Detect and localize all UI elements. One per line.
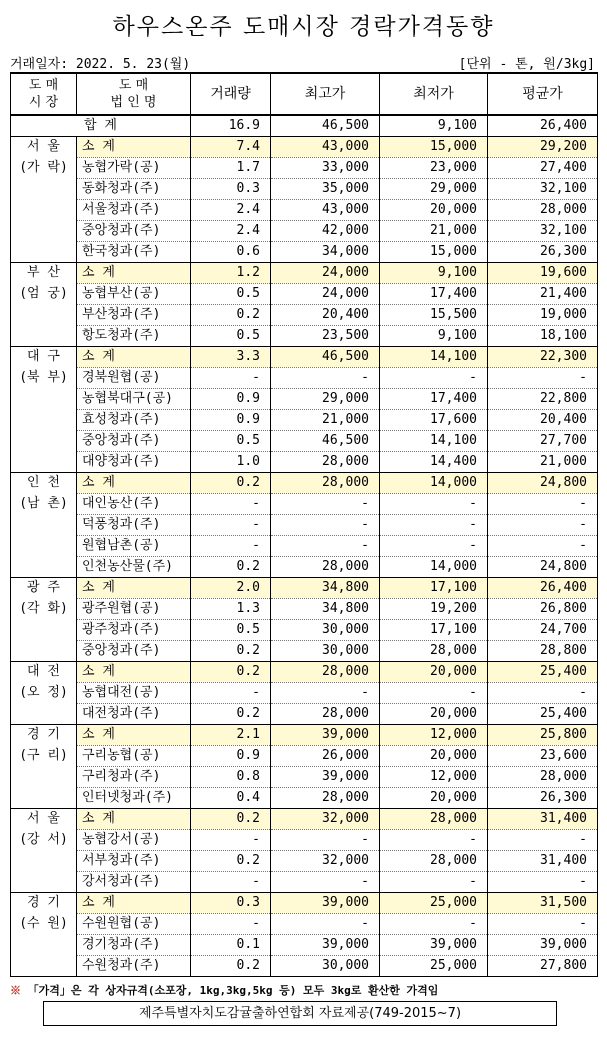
market-name-line: (남 촌) bbox=[19, 496, 68, 511]
high-price-cell: - bbox=[271, 914, 380, 935]
high-price-cell: 39,000 bbox=[271, 893, 380, 914]
table-row bbox=[11, 494, 598, 515]
low-price-cell: 14,100 bbox=[380, 347, 488, 368]
table-row bbox=[11, 683, 598, 704]
market-name-line: (수 원) bbox=[19, 916, 68, 931]
volume-cell: 3.3 bbox=[191, 347, 271, 368]
corp-name-cell: 중앙청과(주) bbox=[77, 641, 191, 662]
volume-cell: 1.7 bbox=[191, 158, 271, 179]
volume-cell: 0.2 bbox=[191, 473, 271, 494]
low-price-cell: 14,000 bbox=[380, 473, 488, 494]
low-price-cell: 15,000 bbox=[380, 137, 488, 158]
avg-price-cell: 28,000 bbox=[488, 767, 598, 788]
volume-cell: 2.4 bbox=[191, 200, 271, 221]
header-corp bbox=[77, 73, 191, 115]
header-avg: 평균가 bbox=[488, 73, 598, 115]
high-price-cell: - bbox=[271, 830, 380, 851]
volume-cell: 0.9 bbox=[191, 746, 271, 767]
header-volume: 거래량 bbox=[191, 73, 271, 115]
table-row bbox=[11, 557, 598, 578]
avg-price-cell: 24,800 bbox=[488, 473, 598, 494]
low-price-cell: 17,100 bbox=[380, 578, 488, 599]
market-name-line: (구 리) bbox=[19, 748, 68, 763]
subtotal-row bbox=[11, 347, 598, 368]
market-name-line: (북 부) bbox=[19, 370, 68, 385]
high-price-cell: 34,800 bbox=[271, 578, 380, 599]
high-price-cell: 39,000 bbox=[271, 935, 380, 956]
table-row bbox=[11, 158, 598, 179]
high-price-cell: 46,500 bbox=[271, 431, 380, 452]
high-price-cell: 42,000 bbox=[271, 221, 380, 242]
corp-name-cell: 소 계 bbox=[77, 263, 191, 284]
low-price-cell: 25,000 bbox=[380, 956, 488, 977]
corp-name-cell: 수원청과(주) bbox=[77, 956, 191, 977]
low-price-cell: 20,000 bbox=[380, 704, 488, 725]
total-avg: 26,400 bbox=[488, 115, 598, 137]
low-price-cell: 29,000 bbox=[380, 179, 488, 200]
corp-name-cell: 원협남촌(공) bbox=[77, 536, 191, 557]
high-price-cell: 23,500 bbox=[271, 326, 380, 347]
corp-name-cell: 소 계 bbox=[77, 809, 191, 830]
avg-price-cell: 32,100 bbox=[488, 179, 598, 200]
table-row bbox=[11, 914, 598, 935]
corp-name-cell: 소 계 bbox=[77, 662, 191, 683]
header-high: 최고가 bbox=[271, 73, 380, 115]
high-price-cell: 39,000 bbox=[271, 767, 380, 788]
corp-name-cell: 중앙청과(주) bbox=[77, 221, 191, 242]
avg-price-cell: 25,800 bbox=[488, 725, 598, 746]
high-price-cell: 34,800 bbox=[271, 599, 380, 620]
avg-price-cell: - bbox=[488, 368, 598, 389]
avg-price-cell: 25,400 bbox=[488, 704, 598, 725]
table-row bbox=[11, 599, 598, 620]
avg-price-cell: 27,400 bbox=[488, 158, 598, 179]
volume-cell: 2.1 bbox=[191, 725, 271, 746]
market-name-line: 서 울 bbox=[27, 811, 60, 826]
avg-price-cell: 28,800 bbox=[488, 641, 598, 662]
market-name-line: 서 울 bbox=[27, 139, 60, 154]
table-row bbox=[11, 704, 598, 725]
high-price-cell: 33,000 bbox=[271, 158, 380, 179]
table-row bbox=[11, 242, 598, 263]
high-price-cell: 32,000 bbox=[271, 809, 380, 830]
high-price-cell: - bbox=[271, 872, 380, 893]
low-price-cell: 17,400 bbox=[380, 389, 488, 410]
corp-name-cell: 서울청과(주) bbox=[77, 200, 191, 221]
volume-cell: 0.2 bbox=[191, 641, 271, 662]
low-price-cell: 20,000 bbox=[380, 200, 488, 221]
avg-price-cell: 26,800 bbox=[488, 599, 598, 620]
volume-cell: 2.4 bbox=[191, 221, 271, 242]
table-row bbox=[11, 410, 598, 431]
market-name-line: 대 전 bbox=[27, 664, 60, 679]
high-price-cell: 30,000 bbox=[271, 620, 380, 641]
avg-price-cell: 20,400 bbox=[488, 410, 598, 431]
volume-cell: - bbox=[191, 494, 271, 515]
low-price-cell: 14,100 bbox=[380, 431, 488, 452]
low-price-cell: 23,000 bbox=[380, 158, 488, 179]
market-name-line: (강 서) bbox=[19, 832, 68, 847]
corp-name-cell: 소 계 bbox=[77, 578, 191, 599]
table-row bbox=[11, 179, 598, 200]
market-name-line: (오 정) bbox=[19, 685, 68, 700]
market-cell bbox=[11, 893, 77, 977]
high-price-cell: 28,000 bbox=[271, 704, 380, 725]
header-market-line1: 도 매 bbox=[28, 78, 59, 93]
market-cell bbox=[11, 725, 77, 809]
low-price-cell: 20,000 bbox=[380, 746, 488, 767]
corp-name-cell: 인천농산물(주) bbox=[77, 557, 191, 578]
high-price-cell: - bbox=[271, 683, 380, 704]
high-price-cell: 43,000 bbox=[271, 200, 380, 221]
high-price-cell: 20,400 bbox=[271, 305, 380, 326]
table-row bbox=[11, 788, 598, 809]
market-cell bbox=[11, 347, 77, 473]
table-row bbox=[11, 830, 598, 851]
volume-cell: 0.6 bbox=[191, 242, 271, 263]
header-market-line2: 시 장 bbox=[28, 95, 59, 110]
volume-cell: 0.3 bbox=[191, 179, 271, 200]
source-box: 제주특별자치도감귤출하연합회 자료제공(749-2015~7) bbox=[43, 1001, 557, 1026]
volume-cell: 0.5 bbox=[191, 326, 271, 347]
table-row bbox=[11, 431, 598, 452]
volume-cell: - bbox=[191, 368, 271, 389]
corp-name-cell: 서부청과(주) bbox=[77, 851, 191, 872]
corp-name-cell: 소 계 bbox=[77, 725, 191, 746]
corp-name-cell: 농협가락(공) bbox=[77, 158, 191, 179]
avg-price-cell: 39,000 bbox=[488, 935, 598, 956]
high-price-cell: 46,500 bbox=[271, 347, 380, 368]
volume-cell: - bbox=[191, 515, 271, 536]
avg-price-cell: 21,000 bbox=[488, 452, 598, 473]
volume-cell: 0.1 bbox=[191, 935, 271, 956]
volume-cell: 1.2 bbox=[191, 263, 271, 284]
corp-name-cell: 광주청과(주) bbox=[77, 620, 191, 641]
low-price-cell: 9,100 bbox=[380, 326, 488, 347]
volume-cell: 0.2 bbox=[191, 557, 271, 578]
low-price-cell: - bbox=[380, 536, 488, 557]
subtotal-row bbox=[11, 662, 598, 683]
table-row bbox=[11, 200, 598, 221]
trade-date: 거래일자: 2022. 5. 23(월) bbox=[10, 57, 191, 72]
avg-price-cell: 18,100 bbox=[488, 326, 598, 347]
high-price-cell: - bbox=[271, 515, 380, 536]
volume-cell: - bbox=[191, 872, 271, 893]
avg-price-cell: 31,500 bbox=[488, 893, 598, 914]
low-price-cell: 20,000 bbox=[380, 788, 488, 809]
header-corp-line2: 법 인 명 bbox=[110, 95, 157, 110]
avg-price-cell: 28,000 bbox=[488, 200, 598, 221]
volume-cell: - bbox=[191, 536, 271, 557]
market-cell bbox=[11, 263, 77, 347]
table-row bbox=[11, 536, 598, 557]
corp-name-cell: 대전청과(주) bbox=[77, 704, 191, 725]
table-row bbox=[11, 326, 598, 347]
volume-cell: - bbox=[191, 830, 271, 851]
market-name-line: (각 화) bbox=[19, 601, 68, 616]
unit-label: [단위 - 톤, 원/3kg] bbox=[458, 57, 595, 72]
table-row bbox=[11, 452, 598, 473]
low-price-cell: - bbox=[380, 368, 488, 389]
corp-name-cell: 항도청과(주) bbox=[77, 326, 191, 347]
high-price-cell: - bbox=[271, 536, 380, 557]
low-price-cell: 12,000 bbox=[380, 767, 488, 788]
market-name-line: 경 기 bbox=[27, 895, 60, 910]
avg-price-cell: 29,200 bbox=[488, 137, 598, 158]
corp-name-cell: 소 계 bbox=[77, 137, 191, 158]
avg-price-cell: 31,400 bbox=[488, 851, 598, 872]
corp-name-cell: 대양청과(주) bbox=[77, 452, 191, 473]
high-price-cell: 28,000 bbox=[271, 557, 380, 578]
low-price-cell: 28,000 bbox=[380, 641, 488, 662]
subtotal-row bbox=[11, 137, 598, 158]
volume-cell: 0.3 bbox=[191, 893, 271, 914]
table-row bbox=[11, 368, 598, 389]
high-price-cell: 24,000 bbox=[271, 263, 380, 284]
total-low: 9,100 bbox=[380, 115, 488, 137]
low-price-cell: 9,100 bbox=[380, 263, 488, 284]
table-row bbox=[11, 767, 598, 788]
price-table bbox=[10, 72, 598, 977]
high-price-cell: 28,000 bbox=[271, 788, 380, 809]
corp-name-cell: 광주원협(공) bbox=[77, 599, 191, 620]
low-price-cell: - bbox=[380, 683, 488, 704]
high-price-cell: 28,000 bbox=[271, 473, 380, 494]
market-cell bbox=[11, 473, 77, 578]
high-price-cell: 32,000 bbox=[271, 851, 380, 872]
avg-price-cell: 26,400 bbox=[488, 578, 598, 599]
high-price-cell: 35,000 bbox=[271, 179, 380, 200]
avg-price-cell: - bbox=[488, 830, 598, 851]
avg-price-cell: - bbox=[488, 515, 598, 536]
avg-price-cell: 24,700 bbox=[488, 620, 598, 641]
subtotal-row bbox=[11, 473, 598, 494]
avg-price-cell: - bbox=[488, 536, 598, 557]
avg-price-cell: - bbox=[488, 914, 598, 935]
avg-price-cell: 27,800 bbox=[488, 956, 598, 977]
low-price-cell: 25,000 bbox=[380, 893, 488, 914]
avg-price-cell: 31,400 bbox=[488, 809, 598, 830]
table-row bbox=[11, 641, 598, 662]
market-cell bbox=[11, 662, 77, 725]
avg-price-cell: 25,400 bbox=[488, 662, 598, 683]
header-market bbox=[11, 73, 77, 115]
market-name-line: 부 산 bbox=[27, 265, 60, 280]
low-price-cell: 14,400 bbox=[380, 452, 488, 473]
page-title: 하우스온주 도매시장 경락가격동향 bbox=[112, 14, 495, 40]
low-price-cell: 28,000 bbox=[380, 809, 488, 830]
volume-cell: 1.3 bbox=[191, 599, 271, 620]
high-price-cell: 39,000 bbox=[271, 725, 380, 746]
volume-cell: 0.2 bbox=[191, 956, 271, 977]
high-price-cell: - bbox=[271, 494, 380, 515]
high-price-cell: 29,000 bbox=[271, 389, 380, 410]
volume-cell: 0.8 bbox=[191, 767, 271, 788]
low-price-cell: 17,100 bbox=[380, 620, 488, 641]
table-row bbox=[11, 284, 598, 305]
volume-cell: 0.2 bbox=[191, 851, 271, 872]
subtotal-row bbox=[11, 263, 598, 284]
high-price-cell: 30,000 bbox=[271, 956, 380, 977]
corp-name-cell: 구리청과(주) bbox=[77, 767, 191, 788]
low-price-cell: 17,400 bbox=[380, 284, 488, 305]
low-price-cell: 14,000 bbox=[380, 557, 488, 578]
volume-cell: 0.5 bbox=[191, 284, 271, 305]
header-corp-line1: 도 매 bbox=[118, 78, 149, 93]
table-row bbox=[11, 515, 598, 536]
table-row bbox=[11, 305, 598, 326]
low-price-cell: 19,200 bbox=[380, 599, 488, 620]
table-row bbox=[11, 221, 598, 242]
volume-cell: 0.9 bbox=[191, 389, 271, 410]
avg-price-cell: - bbox=[488, 872, 598, 893]
volume-cell: 0.2 bbox=[191, 704, 271, 725]
corp-name-cell: 중앙청과(주) bbox=[77, 431, 191, 452]
market-cell bbox=[11, 137, 77, 263]
low-price-cell: 17,600 bbox=[380, 410, 488, 431]
table-row bbox=[11, 746, 598, 767]
volume-cell: 0.2 bbox=[191, 809, 271, 830]
volume-cell: - bbox=[191, 914, 271, 935]
volume-cell: 0.2 bbox=[191, 305, 271, 326]
low-price-cell: 15,000 bbox=[380, 242, 488, 263]
market-name-line: 경 기 bbox=[27, 727, 60, 742]
avg-price-cell: 22,300 bbox=[488, 347, 598, 368]
table-row bbox=[11, 620, 598, 641]
high-price-cell: - bbox=[271, 368, 380, 389]
high-price-cell: 28,000 bbox=[271, 452, 380, 473]
table-row bbox=[11, 956, 598, 977]
corp-name-cell: 효성청과(주) bbox=[77, 410, 191, 431]
market-name-line: (엄 궁) bbox=[19, 286, 68, 301]
corp-name-cell: 소 계 bbox=[77, 893, 191, 914]
subtotal-row bbox=[11, 809, 598, 830]
subtotal-row bbox=[11, 725, 598, 746]
table-row bbox=[11, 389, 598, 410]
low-price-cell: - bbox=[380, 830, 488, 851]
avg-price-cell: 19,600 bbox=[488, 263, 598, 284]
low-price-cell: 20,000 bbox=[380, 662, 488, 683]
avg-price-cell: 22,800 bbox=[488, 389, 598, 410]
footnote-mark: ※ bbox=[10, 984, 21, 997]
corp-name-cell: 농협대전(공) bbox=[77, 683, 191, 704]
corp-name-cell: 구리농협(공) bbox=[77, 746, 191, 767]
corp-name-cell: 한국청과(주) bbox=[77, 242, 191, 263]
footnote bbox=[10, 982, 438, 998]
high-price-cell: 24,000 bbox=[271, 284, 380, 305]
subtotal-row bbox=[11, 893, 598, 914]
avg-price-cell: 21,400 bbox=[488, 284, 598, 305]
volume-cell: 0.4 bbox=[191, 788, 271, 809]
high-price-cell: 21,000 bbox=[271, 410, 380, 431]
total-high: 46,500 bbox=[271, 115, 380, 137]
volume-cell: 0.9 bbox=[191, 410, 271, 431]
low-price-cell: - bbox=[380, 494, 488, 515]
corp-name-cell: 소 계 bbox=[77, 347, 191, 368]
market-name-line: 대 구 bbox=[27, 349, 60, 364]
corp-name-cell: 경북원협(공) bbox=[77, 368, 191, 389]
low-price-cell: 21,000 bbox=[380, 221, 488, 242]
low-price-cell: 39,000 bbox=[380, 935, 488, 956]
total-row bbox=[11, 115, 598, 137]
market-cell bbox=[11, 578, 77, 662]
avg-price-cell: 24,800 bbox=[488, 557, 598, 578]
avg-price-cell: 26,300 bbox=[488, 788, 598, 809]
low-price-cell: 28,000 bbox=[380, 851, 488, 872]
low-price-cell: - bbox=[380, 515, 488, 536]
avg-price-cell: 27,700 bbox=[488, 431, 598, 452]
corp-name-cell: 소 계 bbox=[77, 473, 191, 494]
corp-name-cell: 부산청과(주) bbox=[77, 305, 191, 326]
corp-name-cell: 동화청과(주) bbox=[77, 179, 191, 200]
volume-cell: 1.0 bbox=[191, 452, 271, 473]
footnote-text: 「가격」은 각 상자규격(소포장, 1kg,3kg,5kg 등) 모두 3kg로 환산한 가격임 bbox=[27, 984, 439, 997]
high-price-cell: 43,000 bbox=[271, 137, 380, 158]
avg-price-cell: 32,100 bbox=[488, 221, 598, 242]
corp-name-cell: 농협부산(공) bbox=[77, 284, 191, 305]
corp-name-cell: 덕풍청과(주) bbox=[77, 515, 191, 536]
avg-price-cell: 23,600 bbox=[488, 746, 598, 767]
volume-cell: 2.0 bbox=[191, 578, 271, 599]
table-row bbox=[11, 935, 598, 956]
low-price-cell: - bbox=[380, 872, 488, 893]
corp-name-cell: 강서청과(주) bbox=[77, 872, 191, 893]
market-cell bbox=[11, 809, 77, 893]
high-price-cell: 26,000 bbox=[271, 746, 380, 767]
corp-name-cell: 농협강서(공) bbox=[77, 830, 191, 851]
avg-price-cell: - bbox=[488, 494, 598, 515]
market-name-line: (가 락) bbox=[19, 160, 68, 175]
volume-cell: 0.2 bbox=[191, 662, 271, 683]
corp-name-cell: 경기청과(주) bbox=[77, 935, 191, 956]
low-price-cell: 12,000 bbox=[380, 725, 488, 746]
corp-name-cell: 농협북대구(공) bbox=[77, 389, 191, 410]
table-row bbox=[11, 851, 598, 872]
avg-price-cell: - bbox=[488, 683, 598, 704]
volume-cell: 0.5 bbox=[191, 431, 271, 452]
avg-price-cell: 19,000 bbox=[488, 305, 598, 326]
volume-cell: 0.5 bbox=[191, 620, 271, 641]
subtotal-row bbox=[11, 578, 598, 599]
low-price-cell: - bbox=[380, 914, 488, 935]
corp-name-cell: 대인농산(주) bbox=[77, 494, 191, 515]
table-header-row bbox=[11, 73, 598, 115]
total-volume: 16.9 bbox=[191, 115, 271, 137]
corp-name-cell: 수원원협(공) bbox=[77, 914, 191, 935]
high-price-cell: 34,000 bbox=[271, 242, 380, 263]
high-price-cell: 30,000 bbox=[271, 641, 380, 662]
table-row bbox=[11, 872, 598, 893]
market-name-line: 인 천 bbox=[27, 475, 60, 490]
volume-cell: - bbox=[191, 683, 271, 704]
header-low: 최저가 bbox=[380, 73, 488, 115]
high-price-cell: 28,000 bbox=[271, 662, 380, 683]
total-label: 합 계 bbox=[11, 115, 191, 137]
avg-price-cell: 26,300 bbox=[488, 242, 598, 263]
low-price-cell: 15,500 bbox=[380, 305, 488, 326]
corp-name-cell: 인터넷청과(주) bbox=[77, 788, 191, 809]
market-name-line: 광 주 bbox=[27, 580, 60, 595]
volume-cell: 7.4 bbox=[191, 137, 271, 158]
